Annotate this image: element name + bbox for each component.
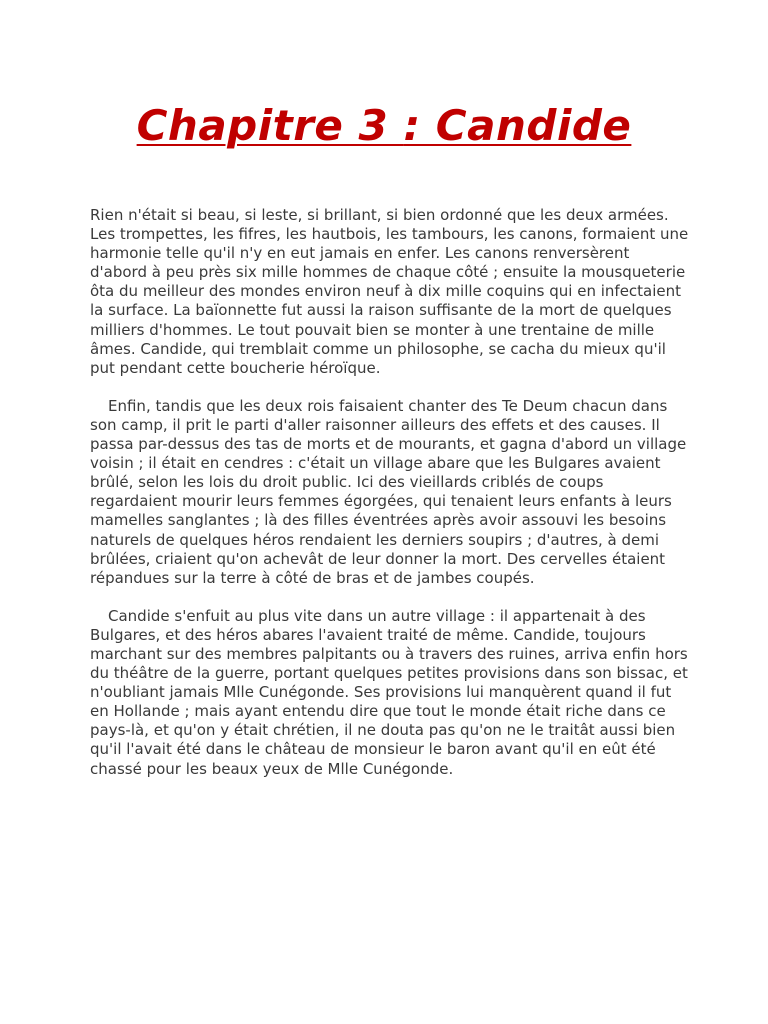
chapter-title xyxy=(0,96,768,156)
paragraph-2: Enfin, tandis que les deux rois faisaient chanter des Te Deum chacun dans son camp, il prit le parti d'aller raisonner ailleurs des effets et des causes. Il passa par-dessus des tas de morts et de mourants, et gagna d'abord un village voisin ; il était en cendres : c'était un village abare que les Bulgares avaient brûlé, selon les lois du droit public. Ici des vieillards criblés de coups regardaient mourir leurs femmes égorgées, qui tenaient leurs enfants à leurs mamelles sanglantes ; là des filles éventrées après avoir assouvi les besoins naturels de quelques héros rendaient les derniers soupirs ; d'autres, à demi brûlées, criaient qu'on achevât de leur donner la mort. Des cervelles étaient répandues sur la terre à côté de bras et de jambes coupés. xyxy=(90,396,692,587)
chapter-title-part1: Chapitre 3 xyxy=(136,101,404,150)
paragraph-1: Rien n'était si beau, si leste, si brillant, si bien ordonné que les deux armées. Les trompettes, les fifres, les hautbois, les tambours, les canons, formaient une harmonie telle qu'il n'y en eut jamais en enfer. Les canons renversèrent d'abord à peu près six mille hommes de chaque côté ; ensuite la mousqueterie ôta du meilleur des mondes environ neuf à dix mille coquins qui en infectaient la surface. La baïonnette fut aussi la raison suffisante de la mort de quelques milliers d'hommes. Le tout pouvait bien se monter à une trentaine de mille âmes. Candide, qui tremblait comme un philosophe, se cacha du mieux qu'il put pendant cette boucherie héroïque. xyxy=(90,206,694,377)
chapter-title-part2: : Candide xyxy=(403,101,632,150)
chapter-body xyxy=(90,206,694,798)
paragraph-3: Candide s'enfuit au plus vite dans un autre village : il appartenait à des Bulgares, et des héros abares l'avaient traité de même. Candide, toujours marchant sur des membres palpitants ou à travers des ruines, arriva enfin hors du théâtre de la guerre, portant quelques petites provisions dans son bissac, et n'oubliant jamais Mlle Cunégonde. Ses provisions lui manquèrent quand il fut en Hollande ; mais ayant entendu dire que tout le monde était riche dans ce pays-là, et qu'on y était chrétien, il ne douta pas qu'on ne le traitât aussi bien qu'il l'avait été dans le château de monsieur le baron avant qu'il en eût été chassé pour les beaux yeux de Mlle Cunégonde. xyxy=(90,606,693,778)
